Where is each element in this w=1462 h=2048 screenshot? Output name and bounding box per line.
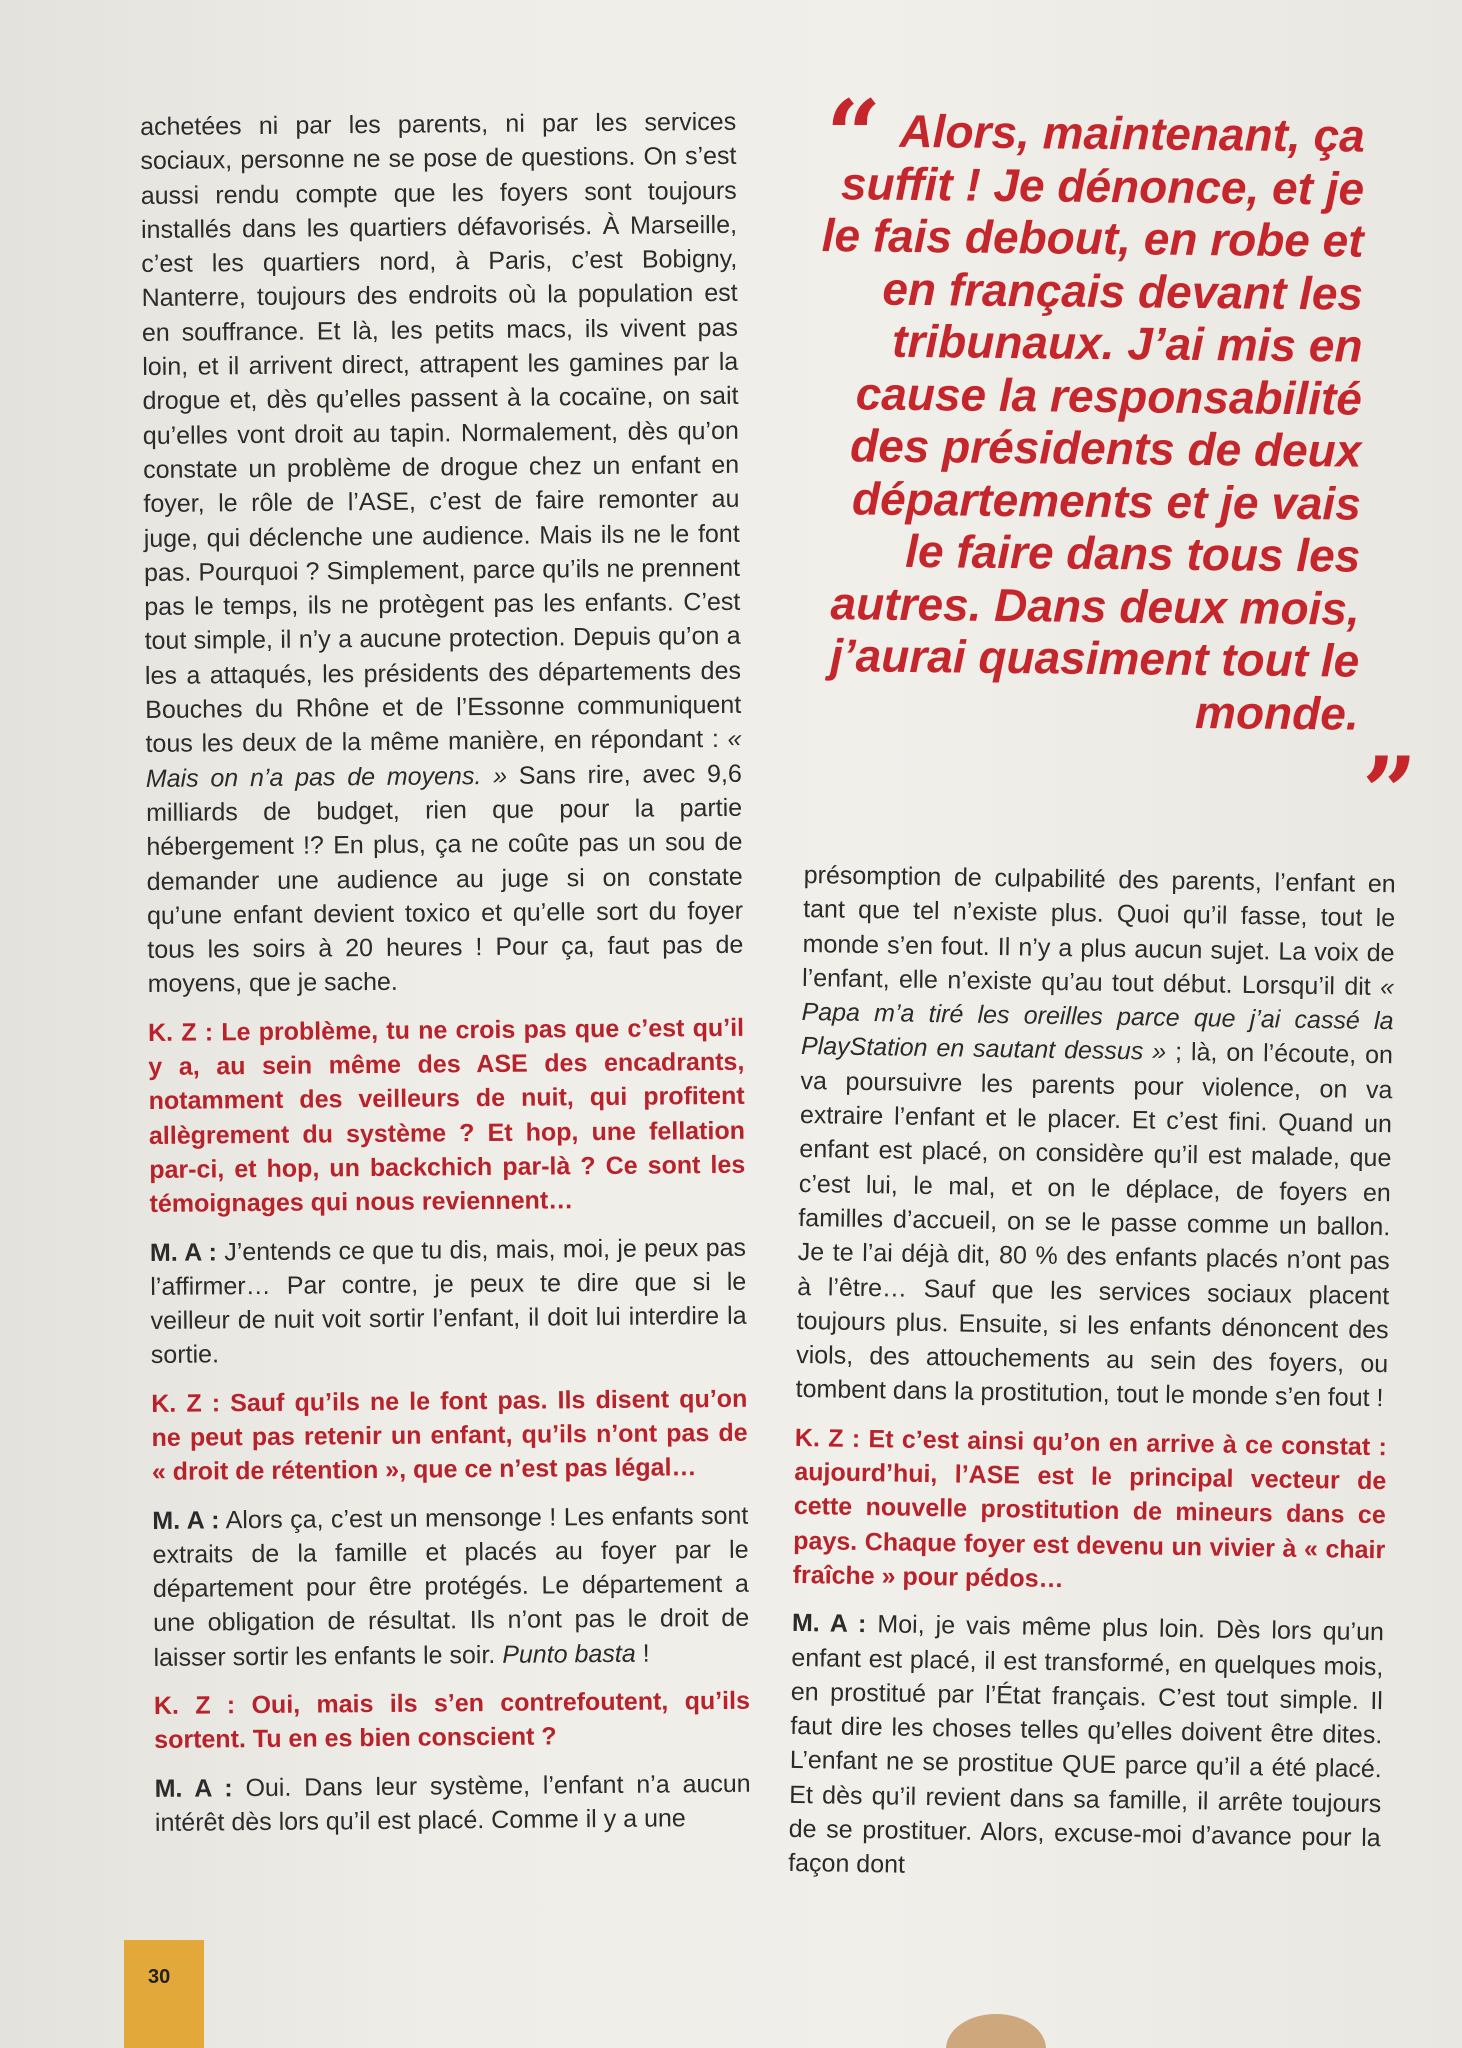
- left-column: [140, 105, 751, 1854]
- paragraph: [140, 105, 744, 1002]
- speaker-label: M. A :: [149, 1237, 218, 1267]
- question-text: Oui, mais ils s’en contrefoutent, qu’ils sortent. Tu en es bien conscient ?: [154, 1686, 751, 1755]
- page-number-tab: [124, 1940, 204, 2048]
- speaker-label: K. Z :: [794, 1423, 861, 1453]
- speaker-label: M. A :: [791, 1609, 867, 1639]
- interviewee-answer: [788, 1606, 1384, 1890]
- italic-quote: « Papa m’a tiré les oreilles parce que j’ai cassé la PlayStation en sautant dessus »: [800, 972, 1395, 1067]
- italic-quote: « Mais on n’a pas de moyens. »: [145, 725, 742, 793]
- speaker-label: M. A :: [154, 1773, 233, 1803]
- paragraph: [795, 858, 1396, 1416]
- interviewer-question: [148, 1010, 746, 1221]
- page-number: 30: [148, 1966, 171, 1988]
- interviewer-question: [792, 1421, 1387, 1602]
- paragraph-text: présomption de culpabilité des parents, l’enfant en tant que tel n’existe plus. Quoi qu’il fasse, tout le monde s’en fout. Il n’y a plus aucun sujet. La voix de l’enfant, elle n’existe qu’au tout début. Lorsqu’il dit: [801, 860, 1396, 1001]
- interviewee-answer: [155, 1766, 752, 1840]
- answer-text: Alors ça, c’est un mensonge ! Les enfants sont extraits de la famille et placés au foyer par le département pour être protégés. Le département a une obligation de résultat. Ils n’ont pas le droit de laisser sortir les enfants le soir.: [152, 1501, 750, 1672]
- interviewer-question: [154, 1684, 751, 1758]
- speaker-label: K. Z :: [147, 1018, 214, 1047]
- speaker-label: K. Z :: [151, 1389, 221, 1418]
- paragraph-text: achetées ni par les parents, ni par les services sociaux, personne ne se pose de questions. On s’est aussi rendu compte que les foyers sont toujours installés dans les quartiers défavorisés. À Marseille, c’est les quartiers nord, à Paris, c’est Bobigny, Nanterre, toujours des endroits où la population est en souffrance. Et là, les petits macs, ils vivent pas loin, et il arrivent direct, attrapent les gamines par la drogue et, dès qu’elles passent à la cocaïne, on sait qu’elles vont droit au tapin. Normalement, dès qu’on constate un problème de drogue chez un enfant en foyer, le rôle de l’ASE, c’est de faire remonter au juge, qui déclenche une audience. Mais ils ne le font pas. Pourquoi ? Simplement, parce qu’ils ne prennent pas le temps, ils ne protègent pas les enfants. C’est tout simple, il n’y a aucune protection. Depuis qu’on a les a attaqués, les présidents des départements des Bouches du Rhône et de l’Essonne communiquent tous les deux de la même manière, en répondant :: [140, 107, 742, 759]
- speaker-label: M. A :: [152, 1505, 220, 1535]
- paragraph-text: ; là, on l’écoute, on va poursuivre les parents pour violence, on va extraire l’enfant et le placer. Et c’est fini. Quand un enfant est placé, on considère qu’il est malade, que c’est lui, le mal, et on le déplace, de foyers en familles d’accueil, on se le passe comme un ballon. Je te l’ai déjà dit, 80 % des enfants placés n’ont pas à l’être… Sauf que les services sociaux placent toujours plus. Ensuite, si les enfants dénoncent des viols, des attouchements au sein des foyers, ou tombent dans la prostitution, tout le monde s’en fout !: [795, 1038, 1394, 1413]
- interviewee-answer: [152, 1498, 749, 1675]
- question-text: Sauf qu’ils ne le font pas. Ils disent qu’on ne peut pas retenir un enfant, qu’ils n’ont pas de « droit de rétention », que ce n’est pas légal…: [151, 1384, 748, 1487]
- right-column: [788, 858, 1396, 1904]
- open-quote-mark: “: [826, 79, 882, 192]
- thumb-photo-artifact: [946, 2014, 1046, 2048]
- italic-phrase: Punto basta: [502, 1639, 636, 1669]
- answer-text: Oui. Dans leur système, l’enfant n’a aucun intérêt dès lors qu’il est placé. Comme il y a une: [154, 1769, 751, 1837]
- close-quote-mark: ”: [1362, 736, 1418, 849]
- paragraph-text: Sans rire, avec 9,6 milliards de budget, rien que pour la partie hébergement !? En plus, ça ne coûte pas un sou de demander une audience au juge si on constate qu’une enfant devient toxico et qu’elle sort du foyer tous les soirs à 20 heures ! Pour ça, faut pas de moyens, que je sache.: [146, 759, 744, 999]
- answer-text: J’entends ce que tu dis, mais, moi, je peux pas l’affirmer… Par contre, je peux te dire que si le veilleur de nuit voit sortir l’enfant, il doit lui interdire la sortie.: [150, 1233, 747, 1370]
- answer-text: Moi, je vais même plus loin. Dès lors qu’un enfant est placé, il est transformé, en quelques mois, en prostitué par l’État français. C’est tout simple. Il faut dire les choses telles qu’elles doivent être dites. L’enfant ne se prostitue QUE parce qu’il a été placé. Et dès qu’il revient dans sa famille, il arrête toujours de se prostituer. Alors, excuse-moi d’avance pour la façon dont: [787, 1610, 1385, 1880]
- interviewee-answer: [150, 1230, 747, 1372]
- question-text: Et c’est ainsi qu’on en arrive à ce constat : aujourd’hui, l’ASE est le principal vecteur de cette nouvelle prostitution de mineurs dans ce pays. Chaque foyer est devenu un vivier à « chair fraîche » pour pédos…: [792, 1424, 1388, 1594]
- interviewer-question: [151, 1381, 748, 1489]
- answer-text: !: [642, 1639, 650, 1668]
- speaker-label: K. Z :: [153, 1691, 236, 1721]
- pull-quote: Alors, maintenant, ça suffit ! Je dénonce, et je le fais debout, en robe et en français devant les tribunaux. J’ai mis en cause la responsabilité des présidents de deux départements et je vais le faire dans tous les autres. Dans deux mois, j’aurai quasiment tout le monde.: [821, 104, 1365, 740]
- question-text: Le problème, tu ne crois pas que c’est qu’il y a, au sein même des ASE des encadrants, notamment des veilleurs de nuit, qui profitent allègrement du système ? Et hop, une fellation par-ci, et hop, un backchich par-là ? Ce sont les témoignages qui nous reviennent…: [148, 1013, 746, 1219]
